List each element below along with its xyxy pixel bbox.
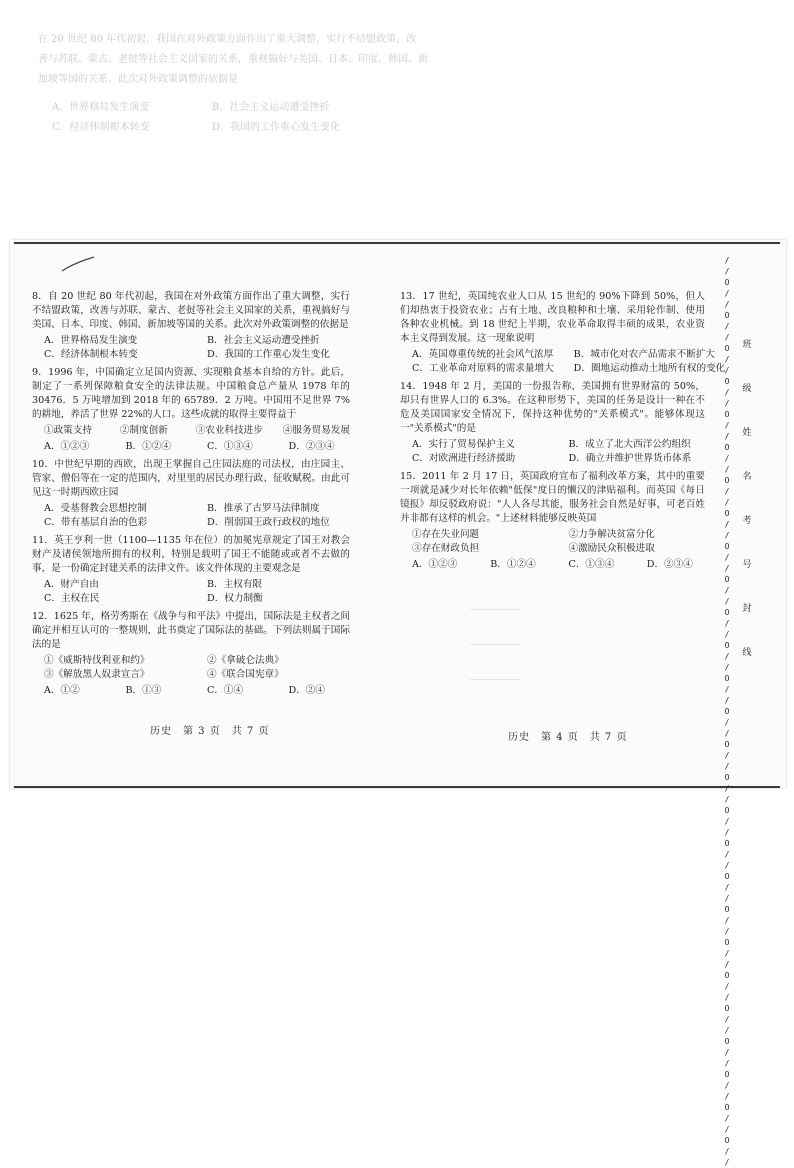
question-text: 10．中世纪早期的西欧，出现王掌握自己庄园法庭的司法权，由庄园主、管家、僧侣等在一定的范围内，对里里的居民办理行政、征收赋税。由此可见这一时期西欧庄园 <box>32 459 350 498</box>
option-c: C．①③④ <box>207 441 253 452</box>
item-3: ③农业科技进步 <box>195 425 263 436</box>
question-12 <box>32 610 350 698</box>
bleed-line-3: 加坡等国的关系。此次对外政策调整的依据是 <box>38 74 238 85</box>
option-a: A．①②③ <box>412 559 458 570</box>
question-15 <box>400 470 705 572</box>
right-page-footer: 历史 第 4 页 共 7 页 <box>508 732 628 743</box>
question-text: 15．2011 年 2 月 17 日，英国政府宣布了福利改革方案，其中的重要一项就是减少对长年依赖"低保"度日的懒汉的津贴福利。而英国《每日镜报》却反驳政府说："人人各尽其能，服务社会自然是好事，可老百姓并非都有这样的机会。"上述材料能够反映英国 <box>400 471 705 524</box>
option-a: A．①② <box>44 685 80 696</box>
question-13 <box>400 290 726 376</box>
option-d: D．权力制衡 <box>207 593 263 604</box>
right-page <box>400 290 726 576</box>
option-b: B．①③ <box>125 685 162 696</box>
option-b: B．社会主义运动遭受挫折 <box>207 335 320 346</box>
item-1: ①《威斯特伐利亚和约》 <box>44 655 150 666</box>
left-page <box>32 290 350 702</box>
option-d: D．②③④ <box>646 559 693 570</box>
option-a: A．实行了贸易保护主义 <box>412 439 515 450</box>
bleed-line-1: 在 20 世纪 80 年代初起，我国在对外政策方面作出了重大调整，实行不结盟政策，改 <box>38 34 417 45</box>
option-b: B．城市化对农产品需求不断扩大 <box>573 349 716 360</box>
question-text: 14．1948 年 2 月，美国的一份报告称，美国拥有世界财富的 50%，却只有世界人口的 6.3%。在这种形势下，美国的任务是设计一种在不危及美国国家安全情况下，保持这种优势的"关系模式"。能够体现这一"关系模式"的是 <box>400 381 705 434</box>
option-c: C．主权在民 <box>44 593 100 604</box>
bleed-opt-d: D．我国的工作重心发生变化 <box>212 122 341 133</box>
binding-label: 封 <box>742 604 752 614</box>
option-d: D．削弱国王政行政权的地位 <box>207 517 330 528</box>
binding-label: 班 <box>742 340 752 350</box>
option-a: A．①②③ <box>44 441 90 452</box>
bottom-border-line <box>14 786 780 788</box>
option-a: A．英国尊重传统的社会风气浓厚 <box>412 349 554 360</box>
bleed-opt-c: C．经济体制根本转变 <box>52 122 150 133</box>
option-b: B．推承了古罗马法律制度 <box>207 503 320 514</box>
binding-label: 线 <box>742 648 752 658</box>
bleed-opt-b: B．社会主义运动遭受挫折 <box>212 102 330 113</box>
binding-label: 级 <box>742 384 752 394</box>
question-10 <box>32 458 350 530</box>
item-3: ③存在财政负担 <box>412 543 480 554</box>
item-4: ④《联合国宪章》 <box>207 669 284 680</box>
option-b: B．①②④ <box>125 441 171 452</box>
binding-label: 考 <box>742 516 752 526</box>
binding-margin <box>718 255 758 1167</box>
option-d: D．确立并维护世界货币体系 <box>568 453 692 464</box>
question-text: 13．17 世纪，英国纯农业人口从 15 世纪的 90%下降到 50%，但人们却热衷于投资农业；占有土地、改良粮种和土壤、采用轮作制、使用各种农业机械。到 18 世纪上半期，农业革命取得丰硕的成果，农业资本主义得到发展。这一现象说明 <box>400 291 705 344</box>
option-c: C．经济体制根本转变 <box>44 349 138 360</box>
item-4: ④激励民众积极进取 <box>568 543 655 554</box>
item-2: ②力争解决贫富分化 <box>568 529 655 540</box>
bleed-through-mark: ___________ <box>470 670 520 680</box>
option-d: D．②③④ <box>288 441 335 452</box>
item-2: ②《拿破仑法典》 <box>207 655 284 666</box>
item-3: ③《解放黑人奴隶宣言》 <box>44 669 150 680</box>
bleed-through-mark: ___________ <box>470 600 520 610</box>
option-c: C．工业革命对原料的需求量增大 <box>412 363 554 374</box>
option-b: B．①②④ <box>490 559 536 570</box>
binding-dotted-line: / / O / / O / / O / / O / / O / / O / / O / / O / / O / / O / / O / / O / / O / / O / / O / / O / / O / / O / / O / / O / / O / / O / / O / / O / / O / / O / / O / / <box>724 256 730 1167</box>
option-c: C．带有基层自治的色彩 <box>44 517 148 528</box>
item-1: ①政策支持 <box>44 425 92 436</box>
bleed-through-mark: ___________ <box>470 635 520 645</box>
binding-labels <box>740 340 754 692</box>
option-c: C．对欧洲进行经济援助 <box>412 453 516 464</box>
option-d: D．②④ <box>288 685 325 696</box>
question-text: 9．1996 年，中国确定立足国内资源、实现粮食基本自给的方针。此后，制定了一系列保障粮食安全的法律法规。中国粮食总产量从 1978 年的 30476．5 万吨增加到 2018 年的 65789．2 万吨。中国用不足世界 7%的耕地，养活了世界 22%的人口。这些成就的取得主要得益于 <box>32 367 350 420</box>
question-9 <box>32 366 350 454</box>
top-border-line <box>14 242 780 244</box>
binding-label: 姓 <box>742 428 752 438</box>
left-page-footer: 历史 第 3 页 共 7 页 <box>150 726 270 737</box>
question-14 <box>400 380 705 466</box>
option-a: A．受基督教会思想控制 <box>44 503 147 514</box>
item-4: ④服务贸易发展 <box>282 425 350 436</box>
option-c: C．①④ <box>207 685 244 696</box>
option-c: C．①③④ <box>568 559 615 570</box>
option-b: B．主权有限 <box>207 579 263 590</box>
question-text: 8．自 20 世纪 80 年代初起，我国在对外政策方面作出了重大调整，实行不结盟政策，改善与苏联、蒙古、老挝等社会主义国家的关系，重视搞好与美国、日本、印度、韩国、新加坡等国的关系。此次对外政策调整的依据是 <box>32 291 350 330</box>
question-text: 12．1625 年，格劳秀斯在《战争与和平法》中提出，国际法是主权者之间确定并相互认可的一整规则，此书奠定了国际法的基础。下列法则属于国际法的是 <box>32 611 350 650</box>
option-a: A．世界格局发生演变 <box>44 335 138 346</box>
option-b: B．成立了北大西洋公约组织 <box>568 439 691 450</box>
bleed-opt-a: A．世界格局发生演变 <box>52 102 150 113</box>
binding-label: 名 <box>742 472 752 482</box>
question-text: 11．英王亨利一世（1100—1135 年在位）的加冕宪章规定了国王对教会财产及诸侯领地所拥有的权利，特别是载明了国王不能随或或者不去做的事，是一份确定封建关系的法律文件。该文件体现的主要观念是 <box>32 535 350 574</box>
item-1: ①存在失业问题 <box>412 529 480 540</box>
binding-label: 号 <box>742 560 752 570</box>
question-11 <box>32 534 350 606</box>
pen-mark-icon <box>60 255 96 273</box>
bleed-line-2: 善与苏联、蒙古、老挝等社会主义国家的关系，重视搞好与美国、日本、印度、韩国、新 <box>38 54 428 65</box>
option-d: D．我国的工作重心发生变化 <box>207 349 330 360</box>
question-8 <box>32 290 350 362</box>
item-2: ②制度创新 <box>119 425 168 436</box>
option-d: D．圈地运动推动土地所有权的变化 <box>573 363 726 374</box>
option-a: A．财产自由 <box>44 579 99 590</box>
